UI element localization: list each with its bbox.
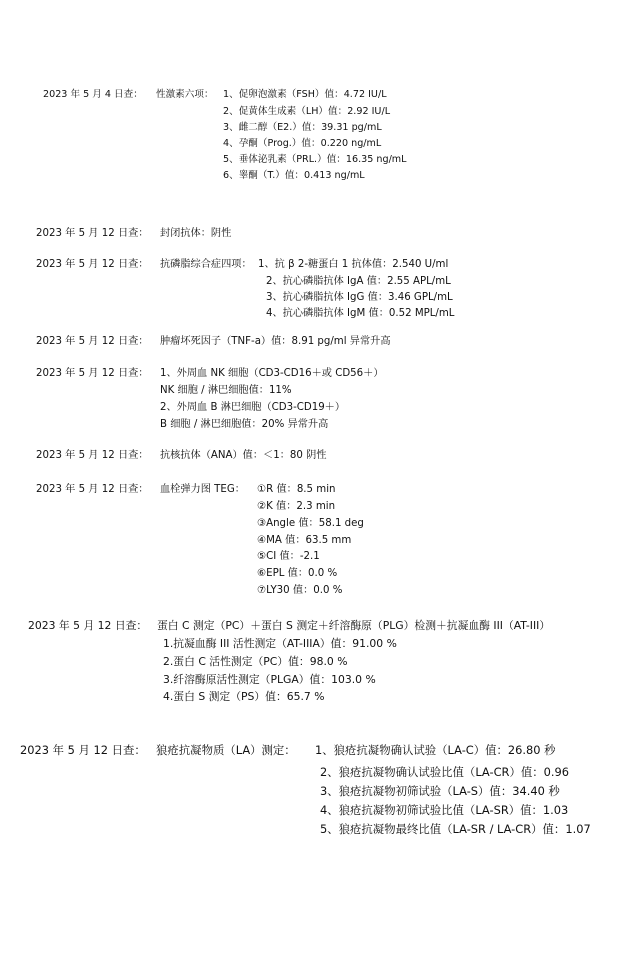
teg-item: ⑥EPL 值：0.0 % bbox=[257, 568, 338, 579]
lupus-item: 4、狼疮抗凝物初筛试验比值（LA-SR）值：1.03 bbox=[320, 803, 569, 817]
teg-item: ④MA 值：63.5 mm bbox=[257, 535, 352, 546]
lupus-item: 1、狼疮抗凝物确认试验（LA-C）值：26.80 秒 bbox=[315, 743, 556, 757]
hormones-title: 性激素六项： bbox=[156, 89, 214, 100]
hormones-item: 3、雌二醇（E2.）值：39.31 pg/mL bbox=[223, 122, 382, 133]
nk-date: 2023 年 5 月 12 日查： bbox=[36, 368, 149, 379]
hormones-item: 5、垂体泌乳素（PRL.）值：16.35 ng/mL bbox=[223, 154, 407, 165]
lupus-item: 5、狼疮抗凝物最终比值（LA-SR / LA-CR）值：1.07 bbox=[320, 822, 591, 836]
teg-item: ②K 值：2.3 min bbox=[257, 501, 336, 512]
teg-title: 血栓弹力图 TEG： bbox=[160, 484, 245, 495]
tnf-text: 肿瘤坏死因子（TNF-a）值：8.91 pg/ml 异常升高 bbox=[160, 336, 391, 347]
antiphospholipid-item: 1、抗 β 2-糖蛋白 1 抗体值：2.540 U/ml bbox=[258, 259, 449, 270]
protein-title: 蛋白 C 测定（PC）＋蛋白 S 测定＋纤溶酶原（PLG）检测＋抗凝血酶 III（AT-III） bbox=[157, 619, 551, 632]
antiphospholipid-item: 3、抗心磷脂抗体 IgG 值：3.46 GPL/mL bbox=[266, 292, 453, 303]
tnf-date: 2023 年 5 月 12 日查： bbox=[36, 336, 149, 347]
lupus-date: 2023 年 5 月 12 日查： bbox=[20, 743, 146, 757]
hormones-item: 4、孕酮（Prog.）值：0.220 ng/mL bbox=[223, 138, 382, 149]
protein-item: 3.纤溶酶原活性测定（PLGA）值：103.0 % bbox=[163, 673, 376, 686]
teg-item: ①R 值：8.5 min bbox=[257, 484, 336, 495]
protein-item: 4.蛋白 S 测定（PS）值：65.7 % bbox=[163, 690, 325, 703]
antiphospholipid-date: 2023 年 5 月 12 日查： bbox=[36, 259, 149, 270]
hormones-item: 6、睾酮（T.）值：0.413 ng/mL bbox=[223, 170, 365, 181]
lupus-item: 2、狼疮抗凝物确认试验比值（LA-CR）值：0.96 bbox=[320, 765, 569, 779]
antiphospholipid-title: 抗磷脂综合症四项： bbox=[160, 259, 252, 270]
blocking-text: 封闭抗体：阴性 bbox=[160, 228, 232, 239]
nk-line: B 细胞 / 淋巴细胞值：20% 异常升高 bbox=[160, 419, 329, 430]
ana-text: 抗核抗体（ANA）值：＜1：80 阴性 bbox=[160, 450, 327, 461]
protein-item: 2.蛋白 C 活性测定（PC）值：98.0 % bbox=[163, 655, 348, 668]
teg-date: 2023 年 5 月 12 日查： bbox=[36, 484, 149, 495]
blocking-date: 2023 年 5 月 12 日查： bbox=[36, 228, 149, 239]
hormones-date: 2023 年 5 月 4 日查： bbox=[43, 89, 143, 100]
nk-line: 1、外周血 NK 细胞（CD3-CD16＋或 CD56＋） bbox=[160, 368, 384, 379]
teg-item: ③Angle 值：58.1 deg bbox=[257, 518, 364, 529]
hormones-item: 1、促卵泡激素（FSH）值：4.72 IU/L bbox=[223, 89, 387, 100]
antiphospholipid-item: 4、抗心磷脂抗体 IgM 值：0.52 MPL/mL bbox=[266, 308, 455, 319]
nk-line: 2、外周血 B 淋巴细胞（CD3-CD19＋） bbox=[160, 402, 346, 413]
protein-date: 2023 年 5 月 12 日查： bbox=[28, 619, 148, 632]
nk-line: NK 细胞 / 淋巴细胞值：11% bbox=[160, 385, 292, 396]
protein-item: 1.抗凝血酶 III 活性测定（AT-IIIA）值：91.00 % bbox=[163, 637, 397, 650]
teg-item: ⑦LY30 值：0.0 % bbox=[257, 585, 343, 596]
teg-item: ⑤CI 值：-2.1 bbox=[257, 551, 320, 562]
lupus-title: 狼疮抗凝物质（LA）测定： bbox=[156, 743, 296, 757]
lupus-item: 3、狼疮抗凝物初筛试验（LA-S）值：34.40 秒 bbox=[320, 784, 560, 798]
ana-date: 2023 年 5 月 12 日查： bbox=[36, 450, 149, 461]
antiphospholipid-item: 2、抗心磷脂抗体 IgA 值：2.55 APL/mL bbox=[266, 276, 451, 287]
hormones-item: 2、促黄体生成素（LH）值：2.92 IU/L bbox=[223, 106, 391, 117]
